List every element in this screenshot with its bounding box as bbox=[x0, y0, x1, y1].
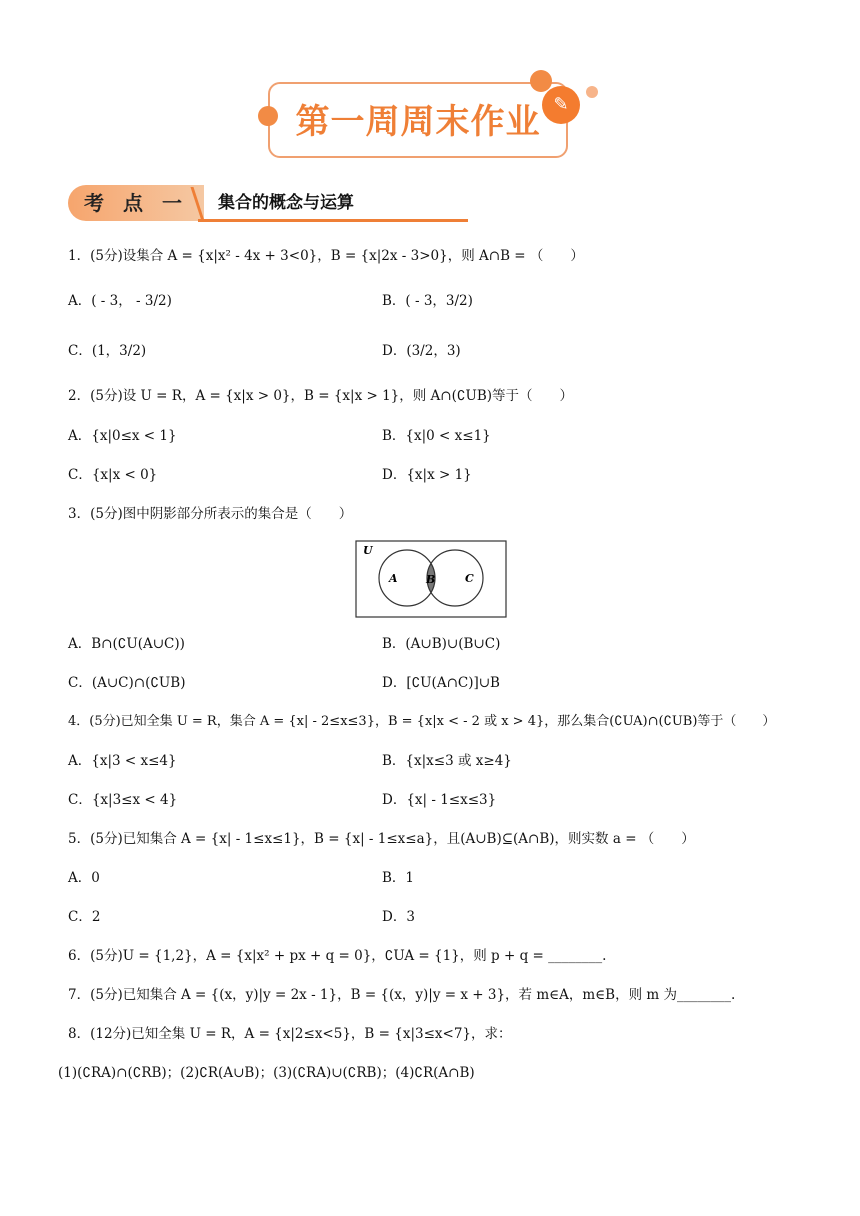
question-stem: 7．(5分)已知集合 A = {(x，y)|y = 2x - 1}，B = {(x，y)|y = x + 3}，若 m∈A，m∈B，则 m 为________. bbox=[68, 987, 736, 1003]
question-stem: 4．(5分)已知全集 U = R，集合 A = {x| - 2≤x≤3}，B = {x|x < - 2 或 x > 4}，那么集合(∁UA)∩(∁UB)等于（ ） bbox=[68, 714, 776, 729]
decor-dot bbox=[530, 70, 552, 92]
option-d[interactable]: D．{x| - 1≤x≤3} bbox=[382, 792, 497, 808]
option-d[interactable]: D．(3/2，3) bbox=[382, 343, 461, 359]
section-header bbox=[68, 185, 468, 223]
option-c[interactable]: C．{x|x < 0} bbox=[68, 467, 158, 483]
option-d[interactable]: D．3 bbox=[382, 909, 415, 925]
option-b[interactable]: B．( - 3，3/2) bbox=[382, 293, 473, 309]
option-d[interactable]: D．[∁U(A∩C)]∪B bbox=[382, 675, 500, 691]
option-a[interactable]: A．0 bbox=[68, 870, 100, 886]
question-stem: 3．(5分)图中阴影部分所表示的集合是（ ） bbox=[68, 506, 353, 522]
venn-label-a: A bbox=[389, 572, 398, 585]
venn-label-u: U bbox=[363, 544, 373, 557]
decor-dot bbox=[586, 86, 598, 98]
venn-diagram bbox=[355, 540, 507, 618]
option-c[interactable]: C．(A∪C)∩(∁UB) bbox=[68, 675, 186, 691]
option-c[interactable]: C．2 bbox=[68, 909, 101, 925]
question-stem: 8．(12分)已知全集 U = R，A = {x|2≤x<5}，B = {x|3≤x<7}，求： bbox=[68, 1026, 512, 1042]
option-c[interactable]: C．{x|3≤x < 4} bbox=[68, 792, 178, 808]
option-d[interactable]: D．{x|x > 1} bbox=[382, 467, 472, 483]
option-c[interactable]: C．(1，3/2) bbox=[68, 343, 147, 359]
option-a[interactable]: A．B∩(∁U(A∪C)) bbox=[68, 636, 185, 652]
decor-dot bbox=[258, 106, 278, 126]
option-b[interactable]: B．{x|0 < x≤1} bbox=[382, 428, 491, 444]
page-title: 第一周周末作业 bbox=[295, 102, 541, 142]
pencil-icon: ✎ bbox=[542, 86, 580, 124]
section-title: 集合的概念与运算 bbox=[218, 193, 354, 213]
option-a[interactable]: A．( - 3， - 3/2) bbox=[68, 293, 172, 309]
question-stem: 1．(5分)设集合 A = {x|x² - 4x + 3<0}，B = {x|2x - 3>0}，则 A∩B = （ ） bbox=[68, 248, 584, 264]
section-tab: 考 点 一 bbox=[68, 185, 204, 221]
venn-label-c: C bbox=[465, 572, 474, 585]
title-banner bbox=[268, 82, 572, 158]
question-subparts: (1)(∁RA)∩(∁RB)；(2)∁R(A∪B)；(3)(∁RA)∪(∁RB)；(4)∁R(A∩B) bbox=[58, 1065, 475, 1081]
option-b[interactable]: B．{x|x≤3 或 x≥4} bbox=[382, 753, 512, 769]
option-a[interactable]: A．{x|3 < x≤4} bbox=[68, 753, 177, 769]
question-stem: 6．(5分)U = {1,2}，A = {x|x² + px + q = 0}，∁UA = {1}，则 p + q = ________. bbox=[68, 948, 607, 964]
venn-label-b: B bbox=[426, 573, 436, 586]
option-b[interactable]: B．(A∪B)∪(B∪C) bbox=[382, 636, 501, 652]
question-stem: 2．(5分)设 U = R，A = {x|x > 0}，B = {x|x > 1}，则 A∩(∁UB)等于（ ） bbox=[68, 388, 574, 404]
option-a[interactable]: A．{x|0≤x < 1} bbox=[68, 428, 177, 444]
option-b[interactable]: B．1 bbox=[382, 870, 415, 886]
section-underline bbox=[198, 219, 468, 222]
question-stem: 5．(5分)已知集合 A = {x| - 1≤x≤1}，B = {x| - 1≤x≤a}，且(A∪B)⊆(A∩B)，则实数 a = （ ） bbox=[68, 831, 695, 847]
